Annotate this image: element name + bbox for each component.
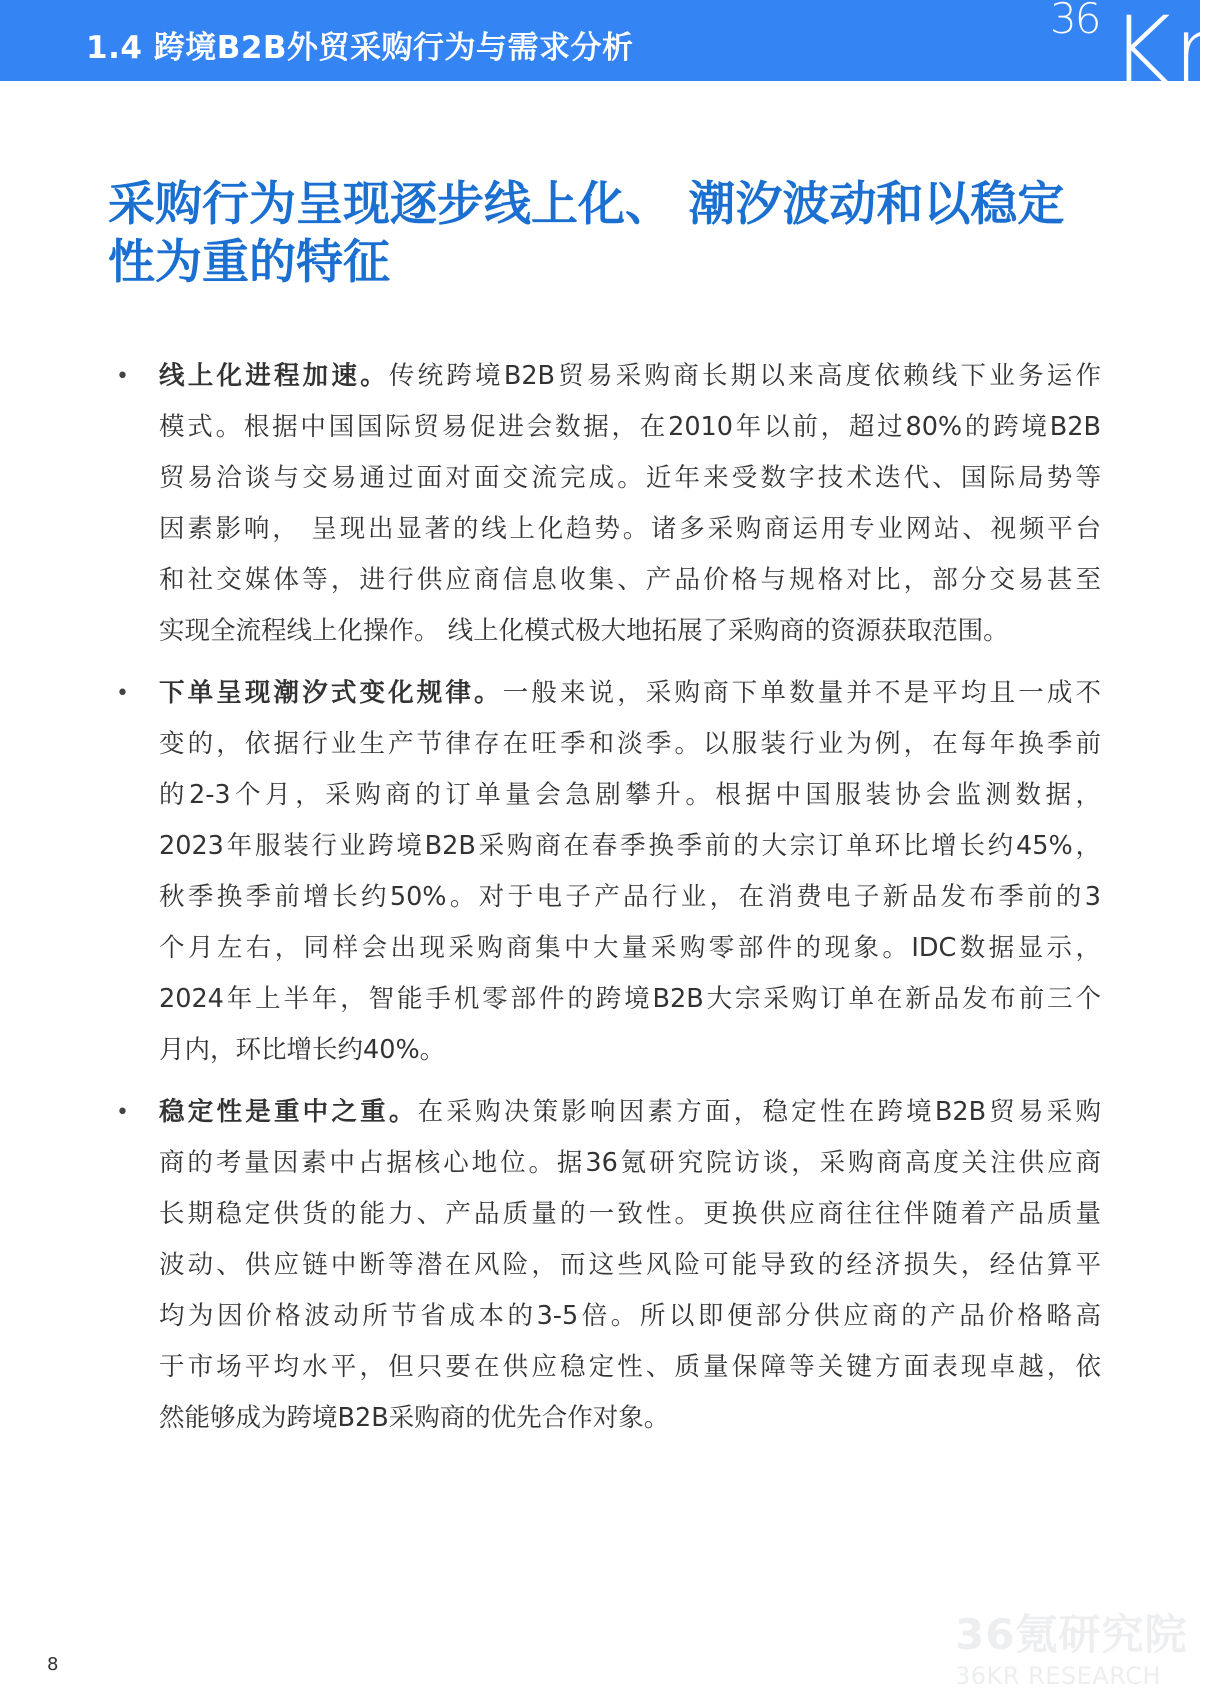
bullet-lead: 稳定性是重中之重。 xyxy=(159,1097,418,1127)
36kr-logo xyxy=(1050,0,1212,108)
bullet-icon: • xyxy=(116,364,129,389)
paragraph-line: 个月左右，同样会出现采购商集中大量采购零部件的现象。IDC数据显示， xyxy=(159,933,1101,963)
bullet-icon: • xyxy=(116,1100,129,1125)
paragraph-line: 月内，环比增长约40%。 xyxy=(159,1035,446,1065)
paragraph-line: 波动、供应链中断等潜在风险，而这些风险可能导致的经济损失，经估算平 xyxy=(159,1250,1101,1280)
bullet-lead: 线上化进程加速。 xyxy=(159,361,389,391)
logo-number: 36 xyxy=(1050,0,1100,43)
paragraph-line: 秋季换季前增长约50%。对于电子产品行业，在消费电子新品发布季前的3 xyxy=(159,882,1101,912)
paragraph-line: 2023年服装行业跨境B2B采购商在春季换季前的大宗订单环比增长约45%， xyxy=(159,831,1101,861)
paragraph-line: 因素影响， 呈现出显著的线上化趋势。诸多采购商运用专业网站、视频平台 xyxy=(159,514,1101,544)
watermark xyxy=(955,1602,1187,1690)
page-title-line: 性为重的特征 xyxy=(108,235,390,290)
bullet-lead: 下单呈现潮汐式变化规律。 xyxy=(159,678,503,708)
header-bar xyxy=(0,0,1212,108)
paragraph-line: 变的，依据行业生产节律存在旺季和淡季。以服装行业为例，在每年换季前 xyxy=(159,729,1101,759)
page-title-line: 采购行为呈现逐步线上化、 潮汐波动和以稳定 xyxy=(108,177,1065,232)
paragraph-line: 在采购决策影响因素方面，稳定性在跨境B2B贸易采购 xyxy=(417,1097,1101,1127)
paragraph-line: 的2-3个月，采购商的订单量会急剧攀升。根据中国服装协会监测数据， xyxy=(159,780,1101,810)
paragraph-line: 均为因价格波动所节省成本的3-5倍。所以即便部分供应商的产品价格略高 xyxy=(159,1301,1101,1331)
paragraph-line: 一般来说，采购商下单数量并不是平均且一成不 xyxy=(502,678,1101,708)
paragraph-line: 贸易洽谈与交易通过面对面交流完成。近年来受数字技术迭代、国际局势等 xyxy=(159,463,1101,493)
paragraph-line: 然能够成为跨境B2B采购商的优先合作对象。 xyxy=(159,1403,670,1433)
paragraph-line: 长期稳定供货的能力、产品质量的一致性。更换供应商往往伴随着产品质量 xyxy=(159,1199,1101,1229)
paragraph-line: 商的考量因素中占据核心地位。据36氪研究院访谈，采购商高度关注供应商 xyxy=(159,1148,1101,1178)
logo-letters: Kr xyxy=(1110,0,1212,108)
section-title: 1.4 跨境B2B外贸采购行为与需求分析 xyxy=(86,30,634,66)
paragraph-line: 于市场平均水平，但只要在供应稳定性、质量保障等关键方面表现卓越，依 xyxy=(159,1352,1101,1382)
paragraph-line: 2024年上半年，智能手机零部件的跨境B2B大宗采购订单在新品发布前三个 xyxy=(159,984,1101,1014)
paragraph-line: 传统跨境B2B贸易采购商长期以来高度依赖线下业务运作 xyxy=(388,361,1101,391)
watermark-en: 36KR RESEARCH xyxy=(955,1662,1162,1690)
watermark-cn: 36氪研究院 xyxy=(955,1610,1188,1659)
paragraph-line: 模式。根据中国国际贸易促进会数据，在2010年以前，超过80%的跨境B2B xyxy=(159,412,1101,442)
paragraph-line: 实现全流程线上化操作。 线上化模式极大地拓展了采购商的资源获取范围。 xyxy=(159,616,1009,646)
page-title xyxy=(108,176,1108,292)
bullet-icon: • xyxy=(116,681,129,706)
paragraph-line: 和社交媒体等，进行供应商信息收集、产品价格与规格对比，部分交易甚至 xyxy=(159,565,1101,595)
page-number: 8 xyxy=(47,1654,59,1675)
